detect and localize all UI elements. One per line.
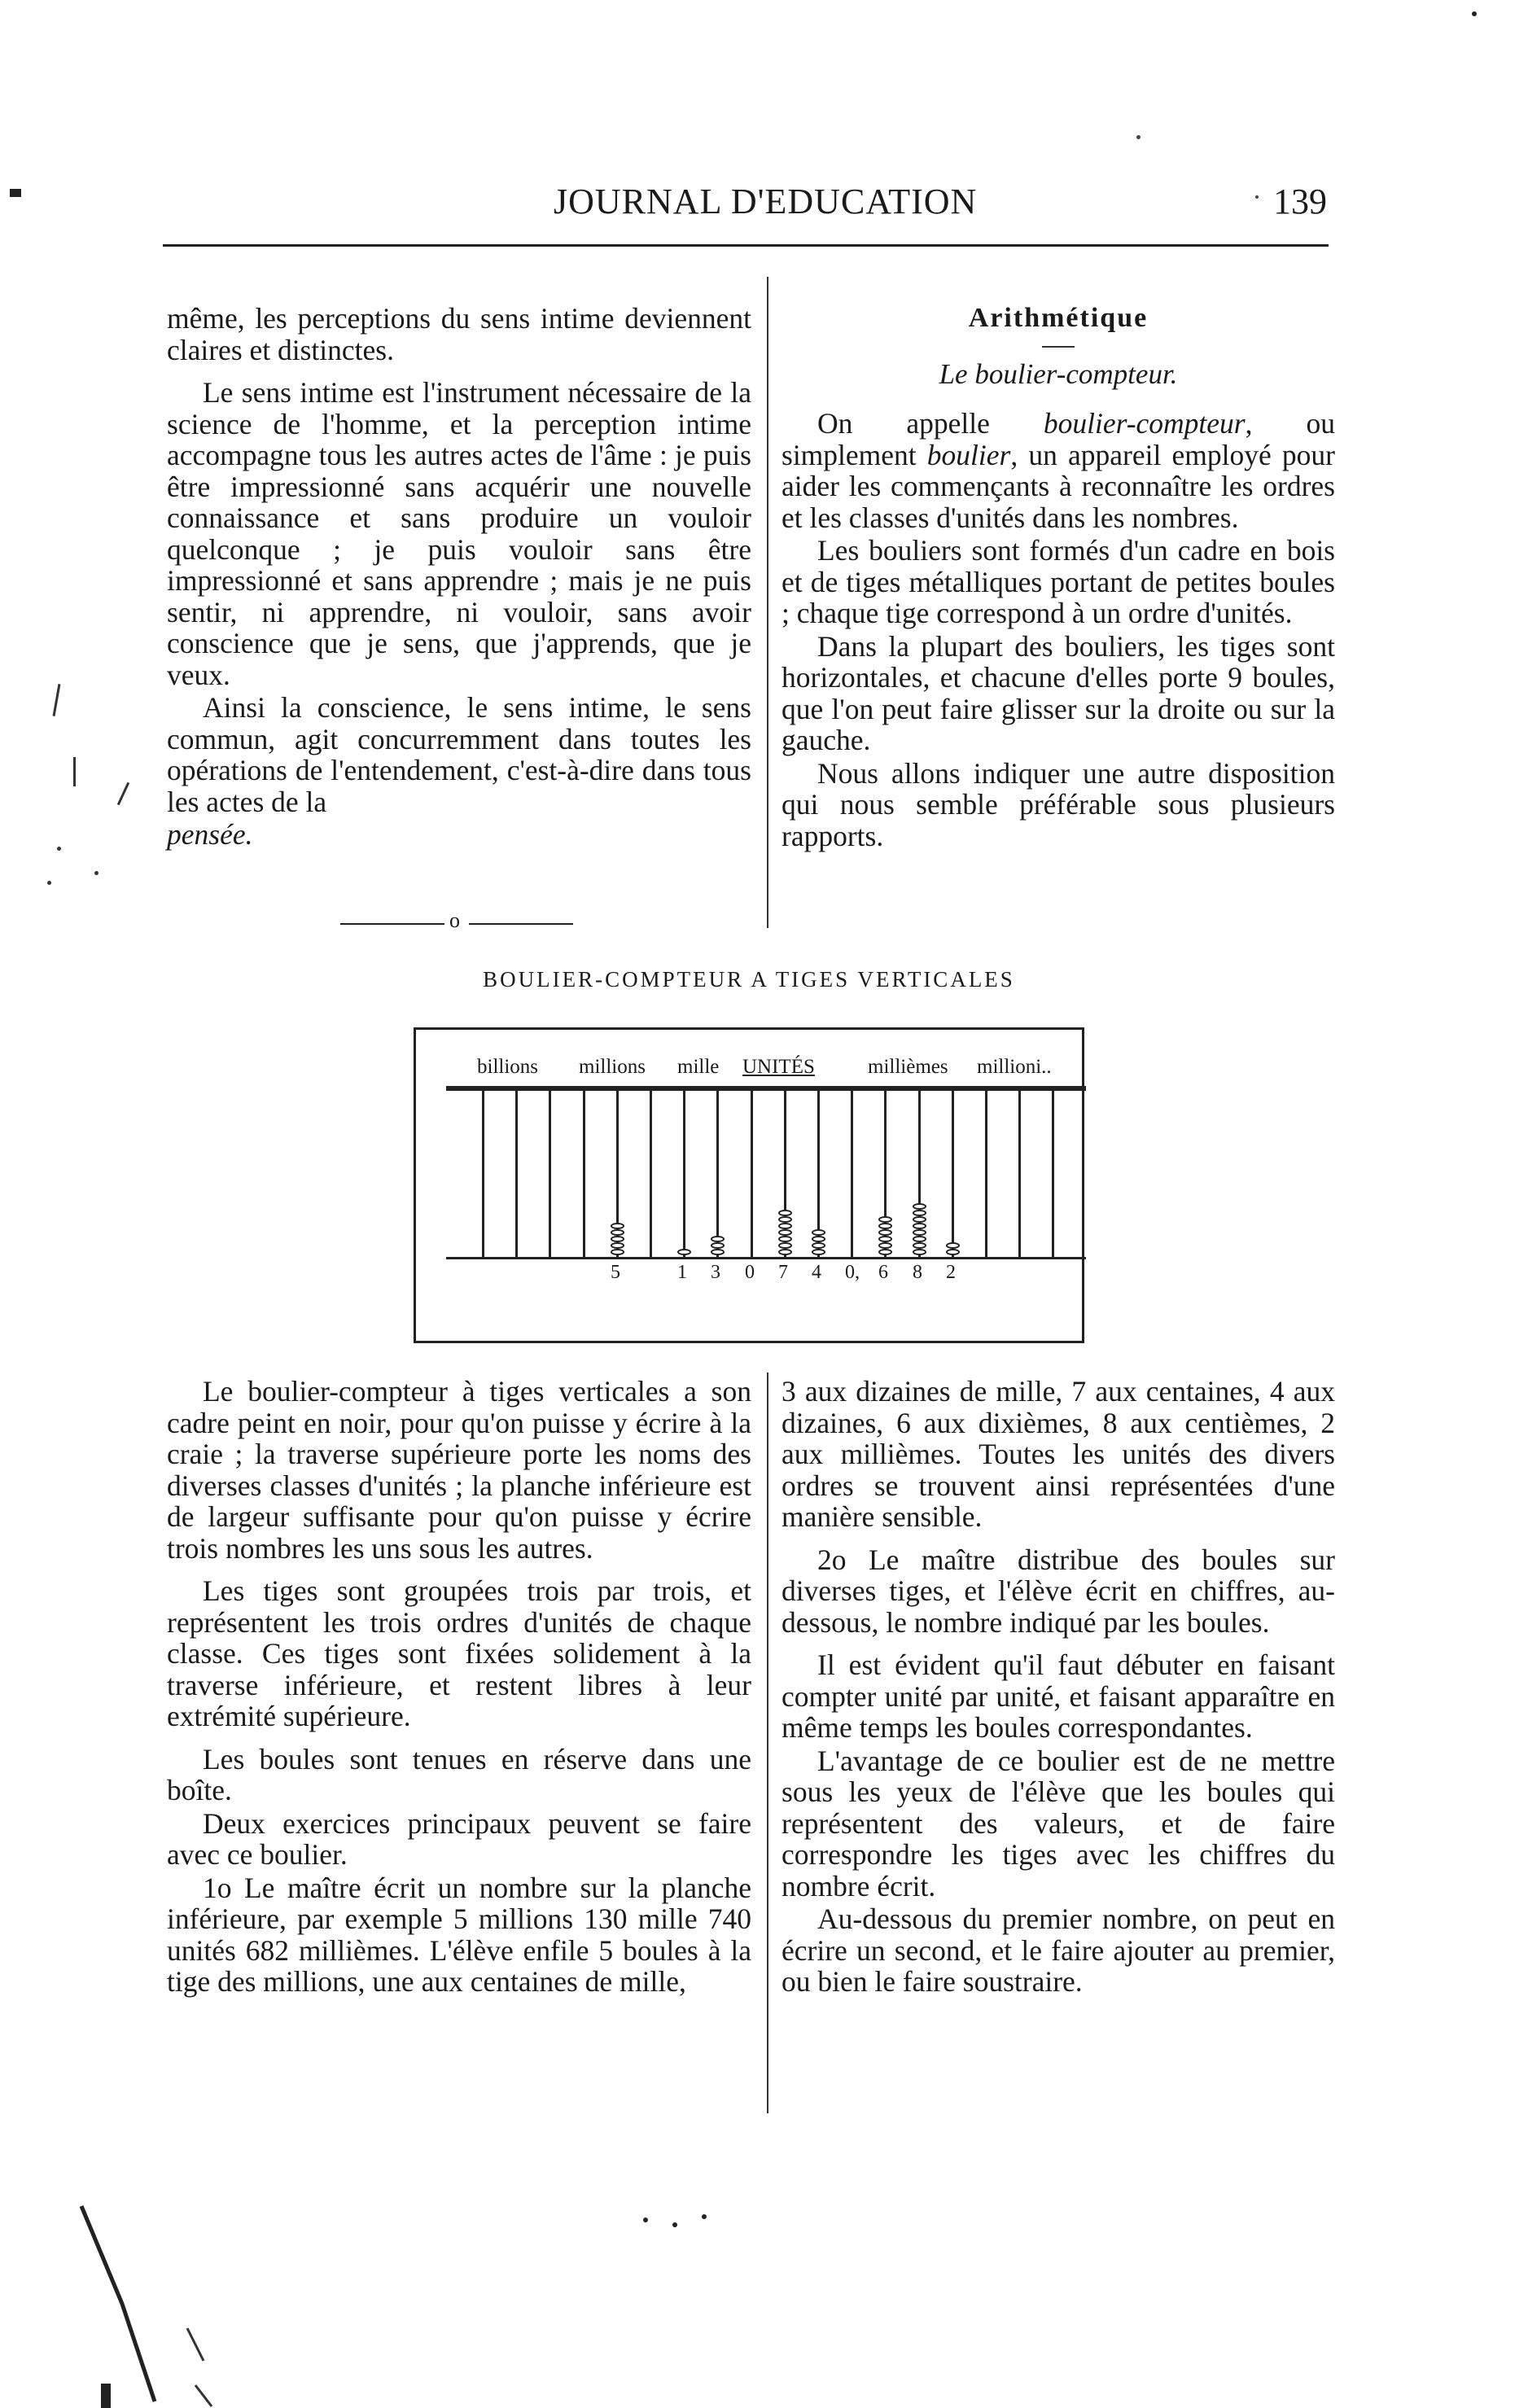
paragraph: Le boulier-compteur à tiges verticales a son cadre peint en noir, pour qu'on puisse y écrire à la craie ; la traverse supérieure porte les noms des diverses classes d'unités ; la planche inférieure est de largeur suffisante pour qu'on puisse y écrire trois nombres les uns sous les autres.	[167, 1375, 751, 1565]
scan-mark	[47, 881, 51, 885]
abacus-digit: 4	[812, 1262, 821, 1283]
abacus-label-units: UNITÉS	[742, 1056, 815, 1078]
abacus-rod	[583, 1091, 585, 1257]
abacus-bead	[778, 1229, 792, 1236]
abacus-rod	[549, 1091, 551, 1257]
abacus-bead	[812, 1236, 825, 1242]
abacus-digit: 0,	[845, 1262, 860, 1283]
abacus-rod	[851, 1091, 853, 1257]
section-subtitle: Le boulier-compteur.	[939, 357, 1178, 390]
abacus-bead	[611, 1249, 624, 1255]
separator-mark: o	[449, 908, 460, 932]
abacus-bead	[913, 1203, 926, 1210]
abacus-bead	[812, 1242, 825, 1249]
abacus-bead	[778, 1216, 792, 1223]
abacus-bead	[913, 1236, 926, 1242]
abacus-bead	[711, 1236, 725, 1242]
abacus-bead	[878, 1216, 892, 1223]
abacus-digit: 1	[677, 1262, 687, 1283]
scan-mark	[672, 2222, 677, 2227]
abacus-rod	[515, 1091, 518, 1257]
term-boulier: boulier	[926, 438, 1011, 471]
paragraph: Deux exercices principaux peuvent se faire avec ce boulier.	[167, 1806, 751, 1871]
paragraph: Dans la plupart des bouliers, les tiges sont horizontales, et chacune d'elles porte 9 boules, que l'on peut faire glisser sur la droite ou sur la gauche.	[782, 629, 1335, 756]
upper-column-rule	[767, 277, 768, 928]
paragraph: On appelle boulier-compteur, ou simplement boulier, un appareil employé pour aider les commençants à reconnaître les ordres et les classes d'unités dans les nombres.	[782, 407, 1335, 534]
abacus-bead	[878, 1223, 892, 1229]
right-column-top	[782, 303, 1335, 852]
left-column-top	[167, 303, 751, 851]
abacus-label-milliemes: millièmes	[868, 1056, 948, 1078]
abacus-digit: 2	[946, 1262, 956, 1283]
paragraph: Les tiges sont groupées trois par trois, et représentent les trois ordres d'unités de chaque classe. Ces tiges sont fixées solidement à la traverse inférieure, et restent libres à leur extrémité supérieure.	[167, 1574, 751, 1732]
abacus-bead	[812, 1249, 825, 1255]
page-number: 139	[1273, 182, 1327, 221]
paragraph: même, les perceptions du sens intime deviennent claires et distinctes.	[167, 302, 751, 366]
scan-mark	[57, 847, 61, 851]
scan-mark	[1472, 11, 1477, 16]
scan-pen-stroke	[65, 2198, 228, 2408]
scan-mark	[73, 757, 76, 786]
paragraph: Les boules sont tenues en réserve dans une boîte.	[167, 1742, 751, 1806]
scan-mark	[1136, 135, 1141, 139]
abacus-bead	[913, 1210, 926, 1216]
abacus-bead	[778, 1249, 792, 1255]
abacus-digit: 6	[878, 1262, 888, 1283]
paragraph: L'avantage de ce boulier est de ne mettre sous les yeux de l'élève que les boules qui représentent des valeurs, et de faire correspondre les tiges avec les chiffres du nombre écrit.	[782, 1744, 1335, 1902]
left-column-bottom	[167, 1376, 751, 1998]
section-title: Arithmétique	[968, 303, 1149, 333]
abacus-bead	[913, 1229, 926, 1236]
abacus-bead	[878, 1229, 892, 1236]
scan-mark	[117, 782, 129, 805]
paragraph: Il est évident qu'il faut débuter en faisant compter unité par unité, et faisant apparaître en même temps les boules correspondantes.	[782, 1648, 1335, 1744]
abacus-bead	[611, 1223, 624, 1229]
abacus-bead	[878, 1236, 892, 1242]
abacus-rod	[650, 1091, 652, 1257]
abacus-bead	[711, 1249, 725, 1255]
abacus-bead	[711, 1242, 725, 1249]
paragraph: Le sens intime est l'instrument nécessaire de la science de l'homme, et la perception intime accompagne tous les autres actes de l'âme : je puis être impressionné sans acquérir une nouvelle connaissance et sans produire un vouloir quelconque ; je puis vouloir sans être impressionné et sans apprendre ; mais je ne puis sentir, ni apprendre, ni vouloir, sans avoir conscience que je sens, que j'apprends, que je veux.	[167, 376, 751, 691]
abacus-digit: 7	[778, 1262, 788, 1283]
running-header	[163, 181, 1335, 230]
scan-mark	[94, 871, 99, 875]
header-rule	[163, 244, 1329, 247]
abacus-rod	[716, 1091, 719, 1257]
paragraph: 2o Le maître distribue des boules sur diverses tiges, et l'élève écrit en chiffres, au-dessous, le nombre indiqué par les boules.	[782, 1543, 1335, 1639]
abacus-bead	[611, 1242, 624, 1249]
right-column-bottom	[782, 1376, 1335, 1998]
paragraph: Les bouliers sont formés d'un cadre en bois et de tiges métalliques portant de petites boules ; chaque tige correspond à un ordre d'unités.	[782, 534, 1335, 629]
section-dash	[1042, 346, 1075, 348]
abacus-lower-board	[446, 1257, 1086, 1259]
abacus-bead	[778, 1242, 792, 1249]
abacus-bead	[778, 1210, 792, 1216]
abacus-label-millioniemes: millioni..	[977, 1056, 1052, 1078]
abacus-digit: 3	[711, 1262, 720, 1283]
abacus-label-billions: billions	[477, 1056, 539, 1078]
abacus-bead	[913, 1223, 926, 1229]
paragraph: Ainsi la conscience, le sens intime, le sens commun, agit concurremment dans toutes les opérations de l'entendement, c'est-à-dire dans tous les actes de la	[167, 691, 751, 818]
abacus-rod	[751, 1091, 753, 1257]
abacus-upper-crossbar	[446, 1086, 1086, 1091]
paragraph: 3 aux dizaines de mille, 7 aux centaines, 4 aux dizaines, 6 aux dixièmes, 8 aux centièmes, 2 aux millièmes. Toutes les unités des divers ordres se trouvent ainsi représentées d'une manière sensible.	[782, 1375, 1335, 1533]
abacus-bead	[946, 1249, 960, 1255]
abacus-bead	[611, 1236, 624, 1242]
paragraph-end-word: pensée.	[167, 818, 253, 851]
abacus-rod	[482, 1091, 484, 1257]
section-separator	[340, 908, 573, 932]
term-boulier-compteur: boulier-compteur	[1043, 407, 1246, 440]
abacus-rod	[952, 1091, 954, 1257]
abacus-bead	[878, 1249, 892, 1255]
scan-mark	[702, 2214, 707, 2219]
scan-mark	[1255, 195, 1259, 199]
abacus-digit: 0	[745, 1262, 755, 1283]
scan-mark	[10, 189, 21, 197]
abacus-bead	[677, 1249, 691, 1255]
abacus-bead	[913, 1216, 926, 1223]
abacus-label-mille: mille	[677, 1056, 720, 1078]
abacus-bead	[878, 1242, 892, 1249]
abacus-rod	[683, 1091, 685, 1257]
abacus-bead	[913, 1242, 926, 1249]
abacus-digit: 5	[611, 1262, 620, 1283]
abacus-bead	[778, 1223, 792, 1229]
paragraph: Au-dessous du premier nombre, on peut en écrire un second, et le faire ajouter au premier, ou bien le faire soustraire.	[782, 1902, 1335, 1998]
abacus-digit: 8	[913, 1262, 922, 1283]
lower-column-rule	[767, 1373, 768, 2113]
paragraph: 1o Le maître écrit un nombre sur la planche inférieure, par exemple 5 millions 130 mille 740 unités 682 millièmes. L'élève enfile 5 boules à la tige des millions, une aux centaines de mille,	[167, 1871, 751, 1998]
abacus-rod	[985, 1091, 987, 1257]
abacus-bead	[812, 1229, 825, 1236]
abacus-bead	[913, 1249, 926, 1255]
paragraph: Nous allons indiquer une autre disposition qui nous semble préférable sous plusieurs rapports.	[782, 756, 1335, 852]
abacus-bead	[946, 1242, 960, 1249]
abacus-label-millions: millions	[579, 1056, 646, 1078]
abacus-rod	[1018, 1091, 1021, 1257]
abacus-rod	[1052, 1091, 1054, 1257]
scan-mark	[53, 684, 61, 716]
scan-mark	[643, 2218, 648, 2222]
figure-caption: BOULIER-COMPTEUR A TIGES VERTICALES	[483, 967, 1015, 992]
journal-title: JOURNAL D'EDUCATION	[554, 182, 978, 221]
abacus-bead	[778, 1236, 792, 1242]
abacus-bead	[611, 1229, 624, 1236]
